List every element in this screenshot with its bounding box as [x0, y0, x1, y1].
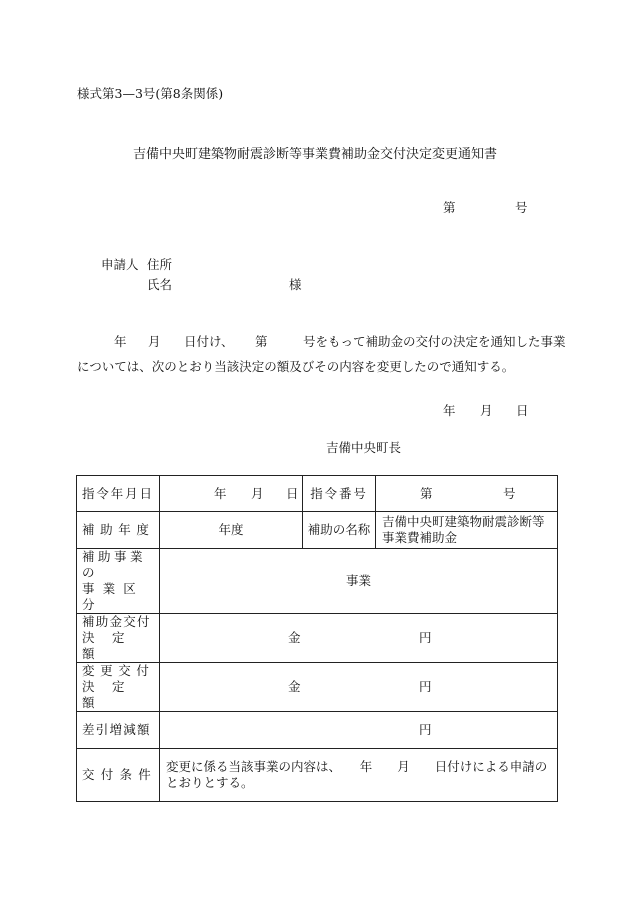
- grant-amount-label: [77, 614, 160, 663]
- row-difference: [77, 712, 558, 749]
- applicant-label: 申請人: [101, 257, 139, 272]
- order-number-label: 指令番号: [303, 476, 376, 512]
- grant-amount-kin: 金: [288, 630, 301, 645]
- category-label-l1: 補助事業の: [82, 549, 147, 580]
- conditions-label: 交付条件: [77, 749, 160, 802]
- issuer: 吉備中央町長: [326, 440, 402, 455]
- body-month: 月: [148, 334, 161, 349]
- subsidy-name-label: 補助の名称: [303, 512, 376, 549]
- row-order-date: [77, 476, 558, 512]
- changed-amount-kin: 金: [288, 679, 301, 694]
- order-number-value: [376, 476, 558, 512]
- subsidy-year-value: 年度: [160, 512, 303, 549]
- grant-amount-label-l1: 補助金交付: [82, 614, 151, 629]
- category-label-l2: 事業区分: [82, 581, 144, 612]
- doc-number-dai: 第: [443, 200, 456, 215]
- date-year: 年: [443, 403, 456, 418]
- body-year: 年: [114, 334, 127, 349]
- body-rest: 号をもって補助金の交付の決定を通知した事業: [303, 334, 566, 349]
- date-day: 日: [516, 403, 529, 418]
- body-dai: 第: [255, 334, 268, 349]
- honorific-sama: 様: [289, 277, 302, 292]
- category-value: 事業: [160, 549, 558, 614]
- changed-amount-label-l2: 決定額: [82, 679, 143, 710]
- subsidy-year-label: 補助年度: [77, 512, 160, 549]
- document-title: 吉備中央町建築物耐震診断等事業費補助金交付決定変更通知書: [132, 147, 497, 162]
- date-month: 月: [480, 403, 493, 418]
- form-number: 様式第3—3号(第8条関係): [77, 86, 224, 101]
- difference-label: 差引増減額: [77, 712, 160, 749]
- changed-amount-label: [77, 663, 160, 712]
- row-grant-amount: [77, 614, 558, 663]
- changed-amount-label-l1: 変更交付: [82, 663, 155, 678]
- changed-amount-value: [160, 663, 558, 712]
- order-date-value: [160, 476, 303, 512]
- changed-amount-yen: 円: [419, 679, 432, 694]
- conditions-value: 変更に係る当該事業の内容は、 年 月 日付けによる申請のとおりとする。: [160, 749, 558, 802]
- grant-amount-value: [160, 614, 558, 663]
- category-label: [77, 549, 160, 614]
- order-date-label: 指令年月日: [77, 476, 160, 512]
- details-table: [76, 475, 558, 802]
- order-day: 日: [286, 485, 299, 501]
- order-month: 月: [251, 485, 264, 501]
- row-subsidy-year: [77, 512, 558, 549]
- order-number-dai: 第: [420, 485, 433, 501]
- order-year: 年: [214, 485, 227, 501]
- body-day: 日付け、: [184, 334, 234, 349]
- name-label: 氏名: [147, 277, 173, 292]
- difference-value: [160, 712, 558, 749]
- row-conditions: [77, 749, 558, 802]
- order-number-go: 号: [503, 485, 516, 501]
- address-label: 住所: [147, 257, 173, 272]
- grant-amount-label-l2: 決定額: [82, 630, 143, 661]
- doc-number-go: 号: [515, 200, 528, 215]
- body-line-2: については、次のとおり当該決定の額及びその内容を変更したので通知する。: [77, 359, 515, 374]
- row-changed-amount: [77, 663, 558, 712]
- subsidy-name-value: 吉備中央町建築物耐震診断等事業費補助金: [376, 512, 558, 549]
- difference-yen: 円: [419, 722, 432, 737]
- grant-amount-yen: 円: [419, 630, 432, 645]
- row-category: [77, 549, 558, 614]
